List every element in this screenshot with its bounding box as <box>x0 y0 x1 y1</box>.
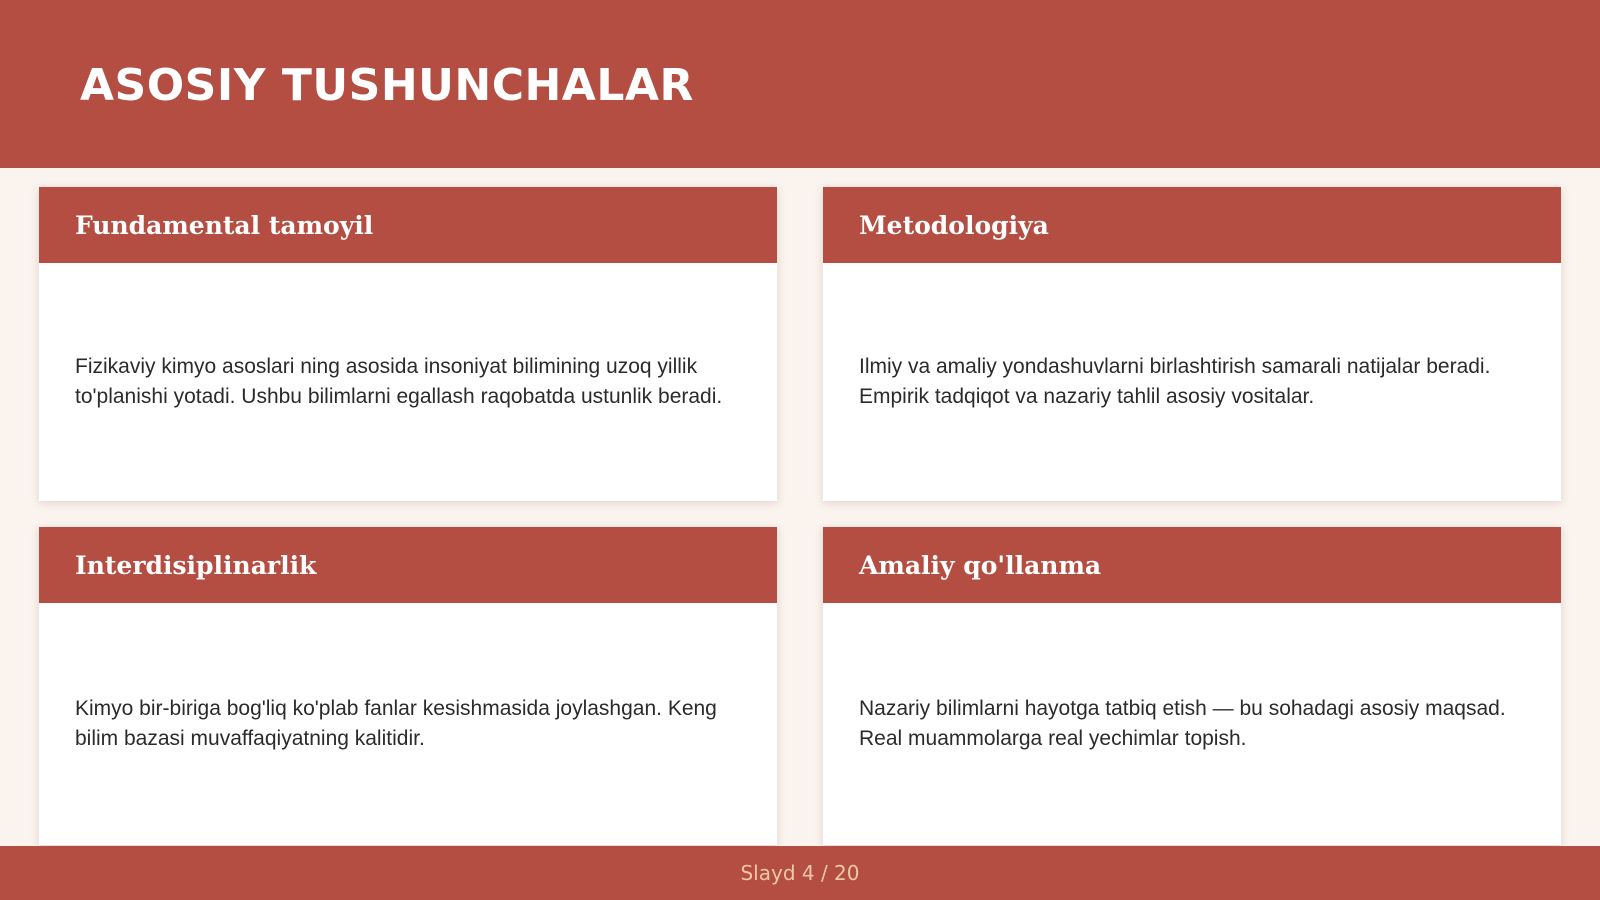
slide-counter: Slayd 4 / 20 <box>740 861 860 885</box>
concept-card-fundamental <box>39 187 777 501</box>
card-header <box>39 527 777 603</box>
card-text: Ilmiy va amaliy yondashuvlarni birlashtirish samarali natijalar beradi. Empirik tadqiqot va nazariy tahlil asosiy vositalar. <box>859 355 1491 408</box>
concept-card-methodology <box>823 187 1561 501</box>
slide-footer <box>0 846 1600 900</box>
card-text: Kimyo bir-biriga bog'liq ko'plab fanlar kesishmasida joylashgan. Keng bilim bazasi muvaffaqiyatning kalitidir. <box>75 697 717 750</box>
card-body <box>39 603 777 845</box>
slide-header <box>0 0 1600 168</box>
card-title: Amaliy qo'llanma <box>859 550 1102 580</box>
card-body <box>39 263 777 501</box>
card-title: Metodologiya <box>859 210 1049 240</box>
card-body <box>823 603 1561 845</box>
card-text: Fizikaviy kimyo asoslari ning asosida insoniyat bilimining uzoq yillik to'planishi yotadi. Ushbu bilimlarni egallash raqobatda ustunlik beradi. <box>75 355 723 408</box>
card-header <box>823 527 1561 603</box>
card-title: Interdisiplinarlik <box>75 550 317 580</box>
card-title: Fundamental tamoyil <box>75 210 374 240</box>
card-header <box>39 187 777 263</box>
slide-title: ASOSIY TUSHUNCHALAR <box>80 60 694 111</box>
card-header <box>823 187 1561 263</box>
card-text: Nazariy bilimlarni hayotga tatbiq etish — bu sohadagi asosiy maqsad. Real muammolarga real yechimlar topish. <box>859 697 1506 750</box>
concept-card-interdisciplinary <box>39 527 777 845</box>
card-body <box>823 263 1561 501</box>
concept-card-practical <box>823 527 1561 845</box>
